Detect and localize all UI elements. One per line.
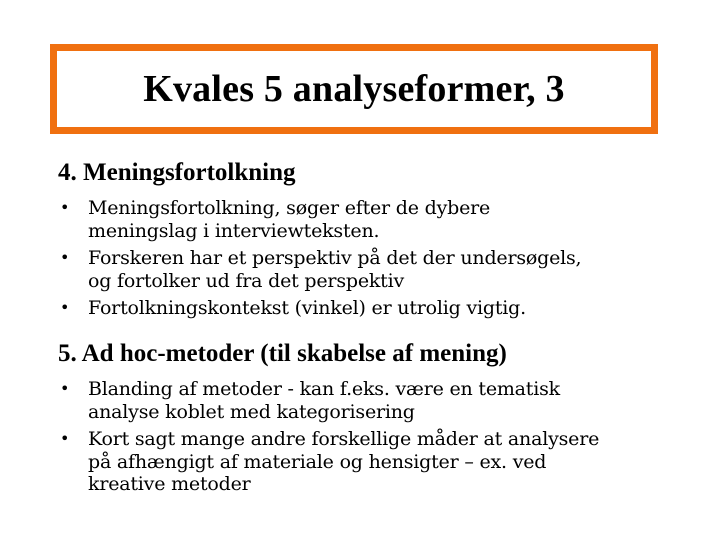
bullet-item	[58, 197, 668, 242]
bullet-line: Blanding af metoder - kan f.eks. være en tematisk	[88, 378, 560, 400]
bullet-line: på afhængigt af materiale og hensigter – ex. ved	[88, 450, 547, 473]
bullet-line: og fortolker ud fra det perspektiv	[88, 269, 405, 292]
bullet-item	[58, 428, 668, 496]
bullet-dot-icon: •	[60, 298, 70, 317]
bullet-list-meningsfortolkning	[58, 197, 668, 325]
bullet-list-ad-hoc-metoder	[58, 378, 668, 501]
title-box	[50, 44, 658, 134]
bullet-line: Fortolkningskontekst (vinkel) er utrolig vigtig.	[88, 297, 526, 319]
bullet-line: Forskeren har et perspektiv på det der undersøgels,	[88, 247, 582, 269]
section-heading-meningsfortolkning: 4. Meningsfortolkning	[58, 159, 296, 186]
bullet-item	[58, 297, 668, 320]
slide-title: Kvales 5 analyseformer, 3	[143, 68, 565, 110]
bullet-dot-icon: •	[60, 248, 70, 267]
bullet-line: Meningsfortolkning, søger efter de dybere	[88, 197, 491, 219]
bullet-line: kreative metoder	[88, 473, 251, 495]
bullet-dot-icon: •	[60, 198, 70, 217]
bullet-line: Kort sagt mange andre forskellige måder at analysere	[88, 428, 600, 450]
bullet-line: analyse koblet med kategorisering	[88, 400, 415, 423]
bullet-item	[58, 247, 668, 292]
bullet-item	[58, 378, 668, 423]
section-heading-ad-hoc-metoder: 5. Ad hoc-metoder (til skabelse af mening)	[58, 340, 507, 367]
bullet-line: meningslag i interviewteksten.	[88, 219, 380, 242]
bullet-dot-icon: •	[60, 429, 70, 448]
bullet-dot-icon: •	[60, 379, 70, 398]
